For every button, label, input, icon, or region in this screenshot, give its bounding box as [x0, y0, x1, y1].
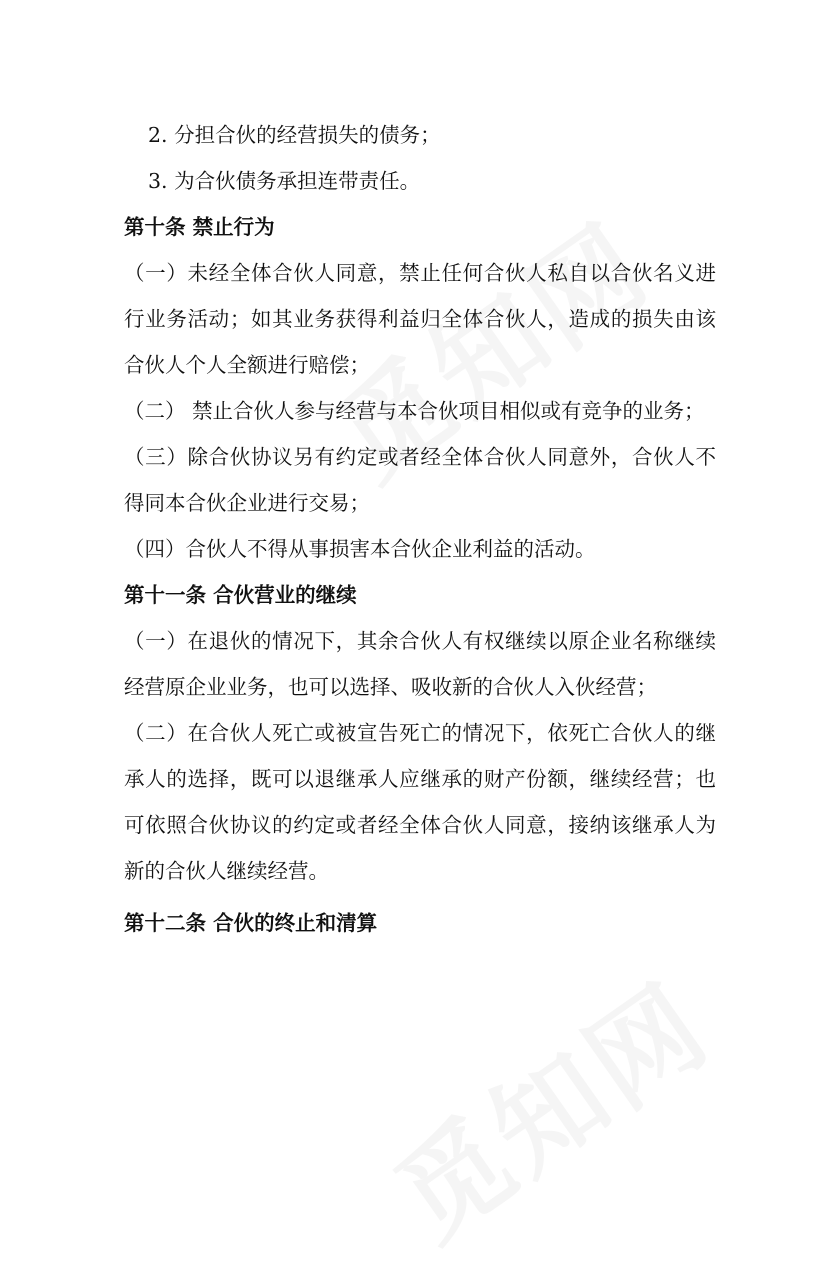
paragraph: （三）除合伙协议另有约定或者经全体合伙人同意外，合伙人不得同本合伙企业进行交易； — [124, 445, 716, 515]
paragraph: （四）合伙人不得从事损害本合伙企业利益的活动。 — [124, 537, 596, 561]
paragraph: （一）在退伙的情况下，其余合伙人有权继续以原企业名称继续经营原企业业务，也可以选择、吸收新的合伙人入伙经营； — [124, 629, 716, 699]
article-heading: 第十二条 合伙的终止和清算 — [124, 911, 378, 935]
paragraph: （二） 禁止合伙人参与经营与本合伙项目相似或有竞争的业务； — [124, 399, 705, 423]
list-item: 2. 分担合伙的经营损失的债务； — [148, 123, 441, 147]
list-item: 3. 为合伙债务承担连带责任。 — [148, 169, 421, 193]
watermark-lower — [360, 940, 736, 1269]
paragraph: （二）在合伙人死亡或被宣告死亡的情况下，依死亡合伙人的继承人的选择，既可以退继承人应继承的财产份额，继续经营；也可依照合伙协议的约定或者经全体合伙人同意，接纳该继承人为新的合伙人继续经营。 — [124, 721, 716, 883]
paragraph: （一）未经全体合伙人同意，禁止任何合伙人私自以合伙名义进行业务活动；如其业务获得利益归全体合伙人，造成的损失由该合伙人个人全额进行赔偿； — [124, 261, 716, 377]
article-heading: 第十条 禁止行为 — [124, 215, 275, 239]
document-page — [124, 112, 716, 946]
article-heading: 第十一条 合伙营业的继续 — [124, 583, 357, 607]
